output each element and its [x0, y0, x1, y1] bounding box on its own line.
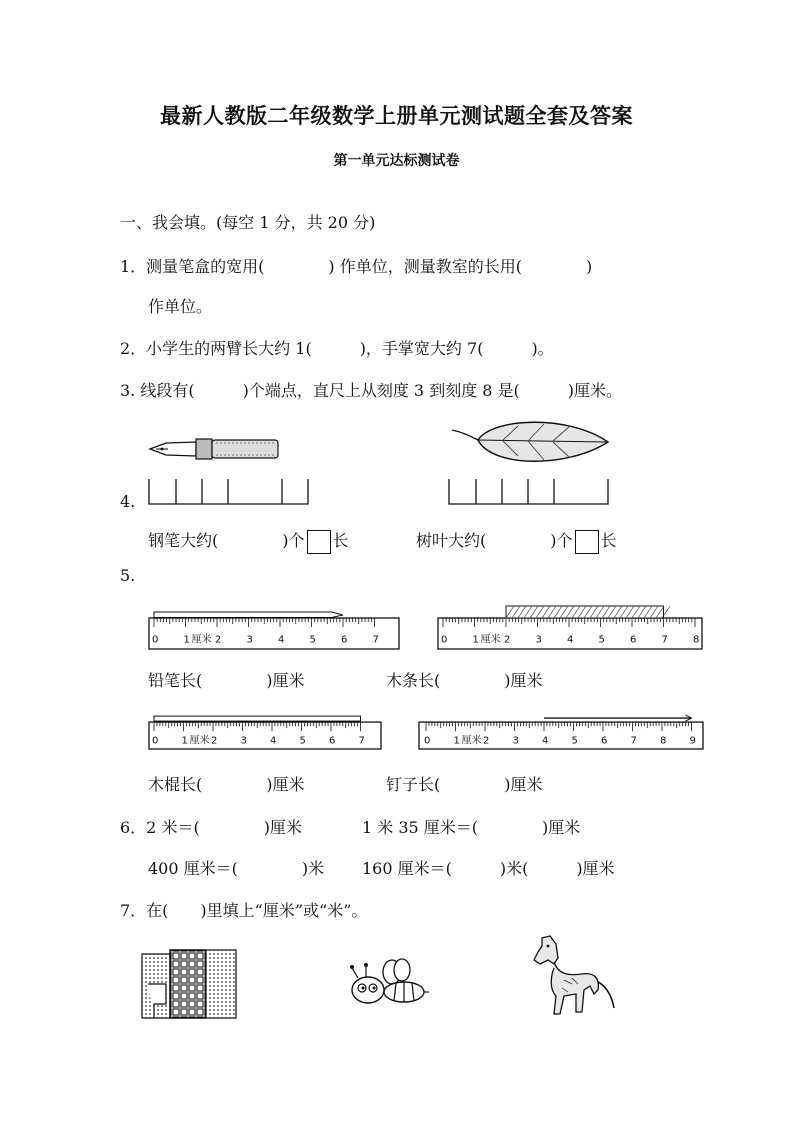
question-1-line-2: 作单位。	[148, 297, 213, 316]
ruler-tick-label: 5	[598, 634, 605, 646]
question-4-pen-answer	[148, 528, 349, 554]
ruler-tick-label: 1	[472, 634, 479, 646]
ruler-tick-label: 0	[424, 735, 431, 747]
ruler-tick-label: 0	[152, 634, 159, 646]
ruler-tick-label: 3	[246, 634, 253, 646]
page-title: 最新人教版二年级数学上册单元测试题全套及答案	[160, 104, 633, 128]
leaf-answer-text: 树叶大约( )个	[416, 531, 573, 550]
horse-icon	[528, 934, 618, 1020]
question-6-a: 6．2 米＝( )厘米	[120, 818, 302, 837]
ruler-tick-label: 5	[299, 735, 306, 747]
nail-length-answer: 钉子长( )厘米	[386, 775, 543, 794]
ruler-tick-label: 7	[630, 735, 637, 747]
ruler-unit-label: 厘米	[189, 735, 210, 747]
ruler-tick-label: 7	[358, 735, 365, 747]
section-heading: 一、我会填。(每空 1 分，共 20 分)	[120, 213, 376, 232]
pen-answer-suffix: 长	[332, 531, 349, 550]
ruler-tick-label: 1	[183, 634, 190, 646]
ruler-unit-label: 厘米	[461, 735, 482, 747]
unit-square-icon	[307, 530, 331, 554]
ruler-tick-label: 3	[535, 634, 542, 646]
leaf-answer-suffix: 长	[600, 531, 617, 550]
ruler-tick-label: 7	[372, 634, 379, 646]
ruler-nail	[418, 708, 708, 752]
ruler-tick-label: 6	[630, 634, 637, 646]
bee-icon	[344, 958, 430, 1010]
leaf-segment-boxes	[448, 478, 608, 504]
ruler-tick-label: 0	[441, 634, 448, 646]
ruler-stick	[148, 708, 386, 752]
ruler-tick-label: 2	[504, 634, 511, 646]
ruler-tick-label: 0	[152, 735, 159, 747]
pen-segment-boxes	[148, 478, 308, 504]
ruler-tick-label: 1	[453, 735, 460, 747]
ruler-tick-label: 2	[211, 735, 218, 747]
ruler-tick-label: 4	[542, 735, 549, 747]
stick-length-answer: 木棍长( )厘米	[148, 775, 305, 794]
ruler-tick-label: 5	[571, 735, 578, 747]
question-2: 2．小学生的两臂长大约 1( )，手掌宽大约 7( )。	[120, 339, 554, 358]
question-6-c: 400 厘米＝( )米	[148, 859, 325, 878]
ruler-tick-label: 2	[483, 735, 490, 747]
pen-icon	[148, 432, 282, 466]
ruler-wood	[437, 602, 707, 652]
pencil-length-answer: 铅笔长( )厘米	[148, 671, 305, 690]
ruler-tick-label: 5	[309, 634, 316, 646]
question-4-leaf-answer	[416, 528, 617, 554]
wood-length-answer: 木条长( )厘米	[386, 671, 543, 690]
ruler-tick-label: 2	[215, 634, 222, 646]
unit-square-icon	[575, 530, 599, 554]
ruler-tick-label: 4	[270, 735, 277, 747]
pen-answer-text: 钢笔大约( )个	[148, 531, 305, 550]
question-6-b: 1 米 35 厘米＝( )厘米	[362, 818, 581, 837]
question-5-number: 5.	[120, 566, 136, 585]
ruler-tick-label: 7	[661, 634, 668, 646]
ruler-tick-label: 1	[181, 735, 188, 747]
ruler-tick-label: 6	[601, 735, 608, 747]
ruler-tick-label: 9	[689, 735, 696, 747]
question-4-number: 4.	[120, 492, 136, 511]
ruler-tick-label: 6	[329, 735, 336, 747]
question-7: 7．在( )里填上“厘米”或“米”。	[120, 901, 368, 920]
page-subtitle: 第一单元达标测试卷	[333, 153, 460, 169]
question-1-line-1: 1．测量笔盒的宽用( ) 作单位，测量教室的长用( )	[120, 257, 593, 276]
ruler-pencil	[148, 602, 404, 652]
ruler-unit-label: 厘米	[480, 634, 501, 646]
ruler-tick-label: 8	[660, 735, 667, 747]
question-6-d: 160 厘米＝( )米( )厘米	[362, 859, 615, 878]
leaf-icon	[448, 416, 612, 468]
ruler-tick-label: 4	[278, 634, 285, 646]
ruler-unit-label: 厘米	[191, 634, 212, 646]
ruler-tick-label: 3	[240, 735, 247, 747]
ruler-tick-label: 6	[341, 634, 348, 646]
question-3: 3. 线段有( )个端点，直尺上从刻度 3 到刻度 8 是( )厘米。	[120, 381, 623, 400]
building-icon	[140, 944, 240, 1020]
ruler-tick-label: 3	[512, 735, 519, 747]
ruler-tick-label: 4	[567, 634, 574, 646]
ruler-tick-label: 8	[693, 634, 700, 646]
